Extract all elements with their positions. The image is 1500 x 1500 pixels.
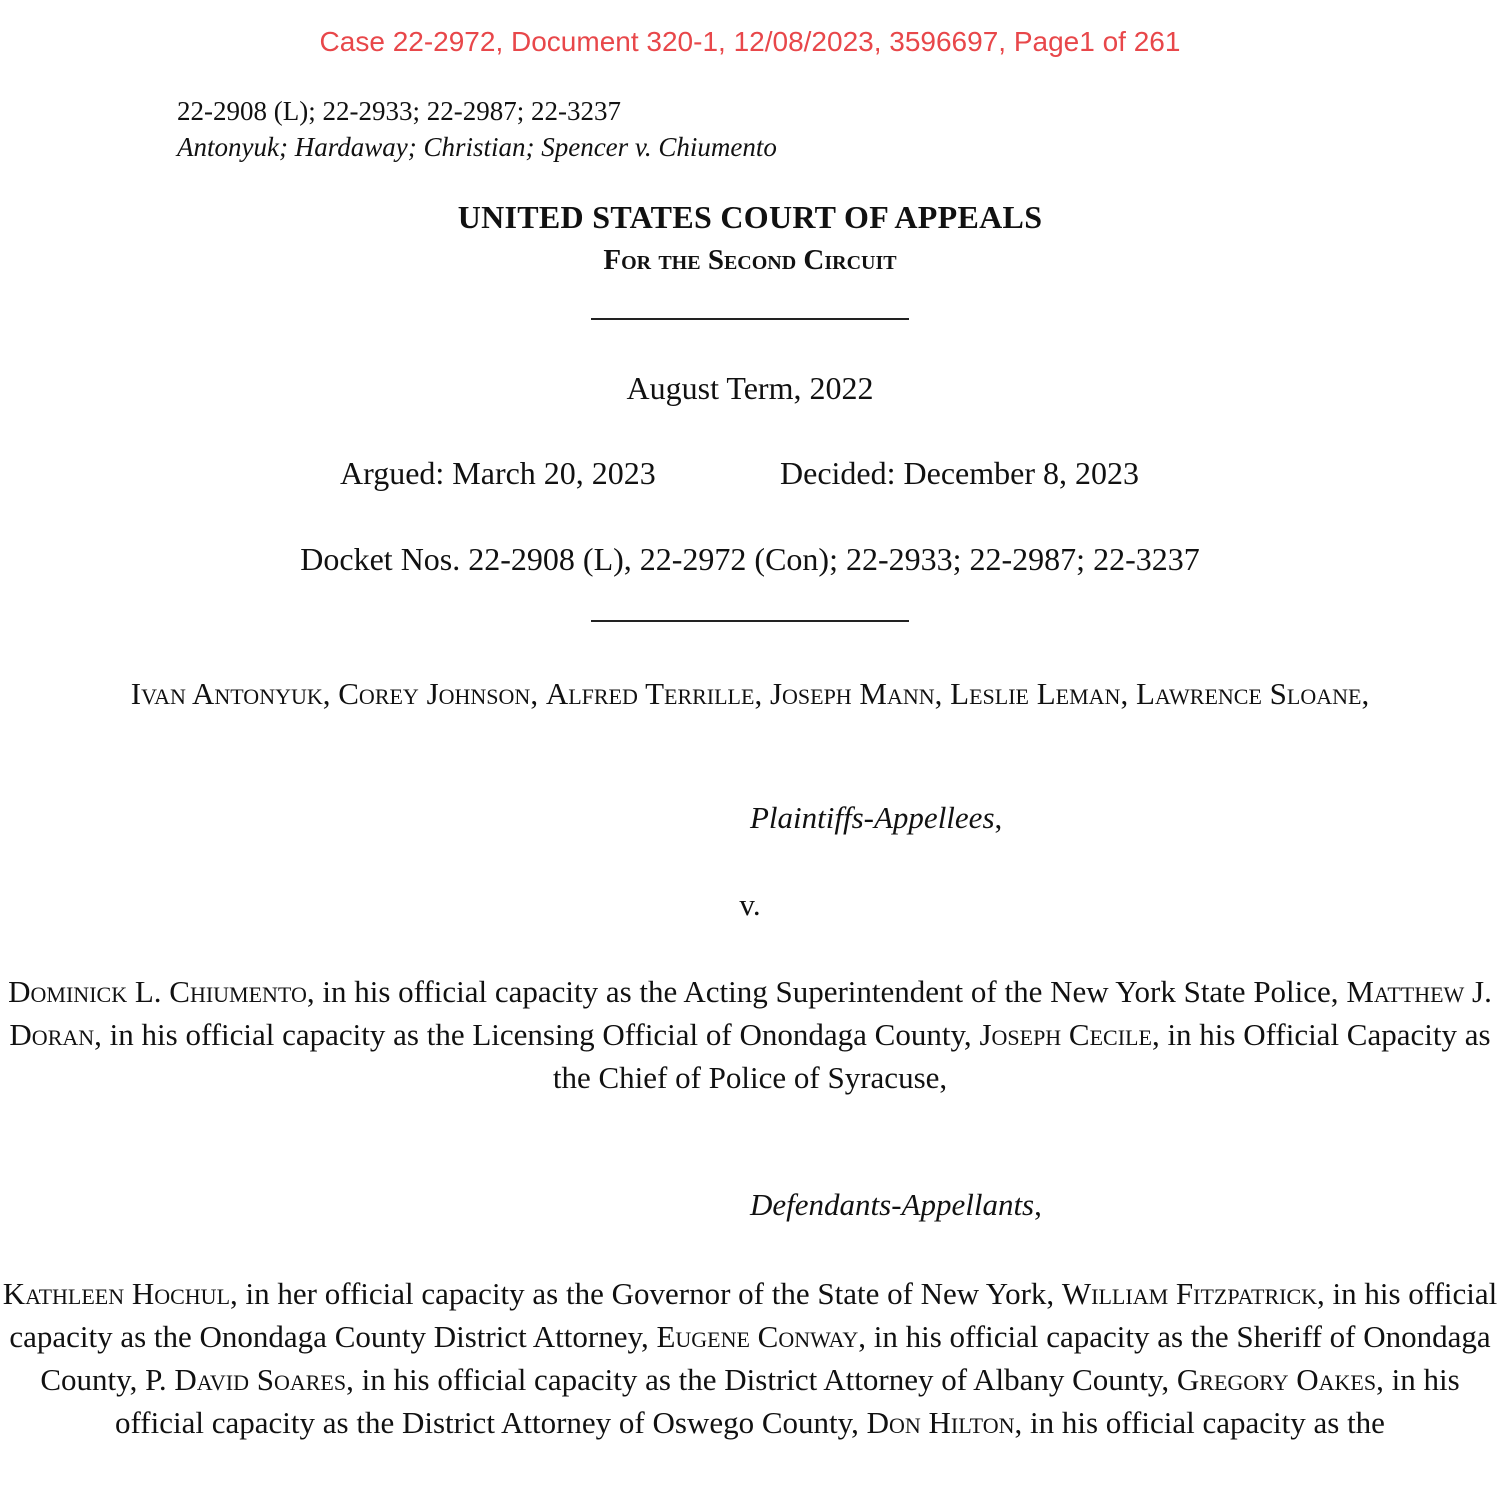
party-name: Ivan Antonyuk (130, 676, 323, 711)
other-parties-list (0, 1272, 1500, 1444)
plaintiffs-role (750, 800, 1002, 836)
case-filing-stamp: Case 22-2972, Document 320-1, 12/08/2023, 3596697, Page1 of 261 (319, 26, 1181, 57)
party-description: , in his official capacity as the Acting Superintendent of the New York State Police, (306, 974, 1347, 1009)
defendants-role (750, 1187, 1042, 1223)
party-name: Kathleen Hochul (2, 1276, 231, 1311)
party-description: , in his official capacity as the (1014, 1405, 1385, 1440)
party-description: , in his official capacity as the Licensing Official of Onondaga County, (94, 1017, 980, 1052)
role-label: Defendants-Appellants (750, 1187, 1035, 1222)
court-circuit: For the Second Circuit (603, 244, 897, 276)
party-name: Alfred Terrille (545, 676, 755, 711)
party-description: , in his official capacity as the Sheriff of Onondaga County, (40, 1319, 1491, 1397)
defendants-list (0, 970, 1500, 1099)
party-name: Gregory Oakes (1176, 1362, 1377, 1397)
party-description: , in his Official Capacity as the Chief of Police of Syracuse, (552, 1017, 1491, 1095)
role-punct: , (1034, 1187, 1042, 1222)
court-term: August Term, 2022 (626, 370, 874, 406)
role-label: Plaintiffs-Appellees (750, 800, 995, 835)
court-title: UNITED STATES COURT OF APPEALS (457, 199, 1043, 235)
versus: v. (739, 887, 761, 922)
party-description: , in his official capacity as the District Attorney of Albany County, (346, 1362, 1177, 1397)
decided-date: Decided: December 8, 2023 (780, 455, 1139, 491)
party-name: Leslie Leman (950, 676, 1121, 711)
party-description: , in his official capacity as the District Attorney of Oswego County, (115, 1362, 1460, 1440)
party-name: Dominick L. Chiumento (8, 974, 307, 1009)
role-punct: , (994, 800, 1003, 835)
party-description: , in her official capacity as the Governor of the State of New York, (230, 1276, 1062, 1311)
short-docket-numbers: 22-2908 (L); 22-2933; 22-2987; 22-3237 (177, 96, 621, 126)
divider-rule (591, 318, 909, 320)
party-name: Eugene Conway (656, 1319, 859, 1354)
party-name: Joseph Mann (769, 676, 935, 711)
argued-date: Argued: March 20, 2023 (340, 455, 656, 491)
party-name: P. David Soares (145, 1362, 347, 1397)
plaintiffs-list: Ivan Antonyuk, Corey Johnson, Alfred Terrille, Joseph Mann, Leslie Leman, Lawrence Sloane, (130, 676, 1370, 711)
docket-numbers: Docket Nos. 22-2908 (L), 22-2972 (Con); 22-2933; 22-2987; 22-3237 (300, 541, 1200, 577)
party-name: Lawrence Sloane (1135, 676, 1362, 711)
party-description: , in his official capacity as the Onondaga County District Attorney, (9, 1276, 1498, 1354)
party-name: Don Hilton (866, 1405, 1015, 1440)
party-name: Matthew J. Doran (9, 974, 1492, 1052)
party-name: William Fitzpatrick (1061, 1276, 1318, 1311)
divider-rule (591, 620, 909, 622)
short-case-names: Antonyuk; Hardaway; Christian; Spencer v. Chiumento (177, 132, 777, 162)
caption-block (177, 93, 777, 165)
party-name: Corey Johnson (338, 676, 531, 711)
party-name: Joseph Cecile (979, 1017, 1152, 1052)
